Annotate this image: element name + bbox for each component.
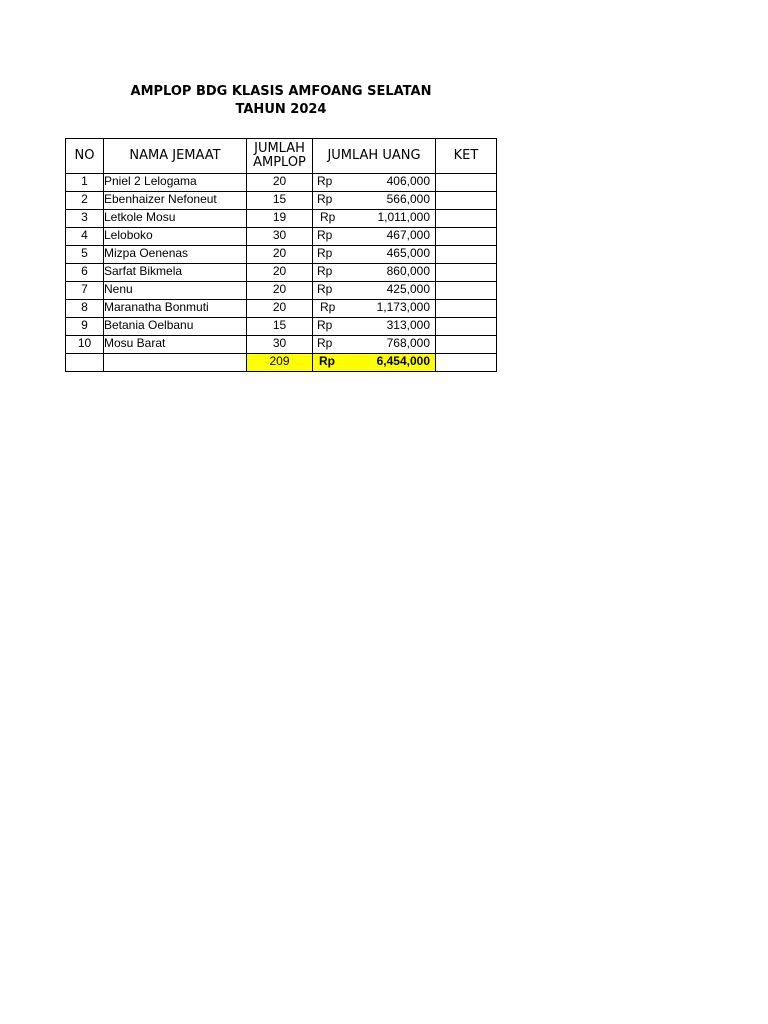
currency-label: Rp	[317, 318, 333, 332]
total-currency-label: Rp	[319, 354, 335, 368]
cell-nama-jemaat: Maranatha Bonmuti	[104, 300, 247, 318]
table-row	[66, 210, 497, 228]
cell-jumlah-amplop: 20	[247, 264, 313, 282]
cell-nama-jemaat: Ebenhaizer Nefoneut	[104, 192, 247, 210]
cell-jumlah-amplop: 20	[247, 300, 313, 318]
cell-jumlah-uang	[313, 264, 436, 282]
cell-ket	[436, 264, 497, 282]
currency-label: Rp	[320, 210, 336, 224]
cell-jumlah-uang	[313, 228, 436, 246]
currency-label: Rp	[317, 174, 333, 188]
cell-ket	[436, 282, 497, 300]
cell-jumlah-amplop: 30	[247, 228, 313, 246]
cell-jumlah-amplop: 15	[247, 192, 313, 210]
cell-ket	[436, 336, 497, 354]
cell-no	[66, 354, 104, 372]
cell-no: 7	[66, 282, 104, 300]
header-ket: KET	[436, 139, 497, 174]
jemaat-amplop-table	[65, 138, 497, 372]
header-no: NO	[66, 139, 104, 174]
cell-nama-jemaat: Betania Oelbanu	[104, 318, 247, 336]
currency-label: Rp	[317, 228, 333, 242]
amount-value: 1,011,000	[377, 210, 430, 224]
amount-value: 467,000	[386, 228, 430, 242]
table-row	[66, 192, 497, 210]
cell-ket	[436, 354, 497, 372]
cell-jumlah-uang	[313, 246, 436, 264]
cell-jumlah-uang	[313, 174, 436, 192]
cell-ket	[436, 228, 497, 246]
cell-no: 9	[66, 318, 104, 336]
cell-jumlah-uang	[313, 282, 436, 300]
cell-no: 6	[66, 264, 104, 282]
table-row	[66, 246, 497, 264]
currency-label: Rp	[317, 192, 333, 206]
amount-value: 1,173,000	[376, 300, 430, 314]
cell-ket	[436, 192, 497, 210]
cell-jumlah-amplop: 20	[247, 282, 313, 300]
amount-value: 566,000	[386, 192, 430, 206]
header-nama-jemaat: NAMA JEMAAT	[104, 139, 247, 174]
cell-nama-jemaat	[104, 354, 247, 372]
cell-jumlah-amplop: 20	[247, 174, 313, 192]
currency-label: Rp	[317, 282, 333, 296]
cell-jumlah-uang	[313, 318, 436, 336]
cell-nama-jemaat: Nenu	[104, 282, 247, 300]
amount-value: 313,000	[386, 318, 430, 332]
currency-label: Rp	[317, 264, 333, 278]
table-row	[66, 282, 497, 300]
cell-jumlah-amplop: 15	[247, 318, 313, 336]
header-jumlah-uang: JUMLAH UANG	[313, 139, 436, 174]
header-jumlah-amplop	[247, 139, 313, 174]
amount-value: 406,000	[386, 174, 430, 188]
amount-value: 425,000	[386, 282, 430, 296]
cell-nama-jemaat: Mizpa Oenenas	[104, 246, 247, 264]
cell-jumlah-uang	[313, 336, 436, 354]
amount-value: 768,000	[386, 336, 430, 350]
cell-no: 3	[66, 210, 104, 228]
total-amount-value: 6,454,000	[376, 354, 430, 368]
cell-nama-jemaat: Mosu Barat	[104, 336, 247, 354]
cell-jumlah-amplop: 30	[247, 336, 313, 354]
table-row	[66, 174, 497, 192]
cell-nama-jemaat: Pniel 2 Lelogama	[104, 174, 247, 192]
amount-value: 465,000	[386, 246, 430, 260]
cell-no: 4	[66, 228, 104, 246]
table-row	[66, 300, 497, 318]
cell-no: 5	[66, 246, 104, 264]
cell-nama-jemaat: Leloboko	[104, 228, 247, 246]
total-jumlah-amplop: 209	[247, 354, 313, 372]
cell-ket	[436, 318, 497, 336]
cell-nama-jemaat: Sarfat Bikmela	[104, 264, 247, 282]
table-row	[66, 318, 497, 336]
cell-jumlah-uang	[313, 192, 436, 210]
cell-jumlah-amplop: 19	[247, 210, 313, 228]
cell-ket	[436, 210, 497, 228]
header-jumlah-amplop-line2: AMPLOP	[253, 155, 306, 170]
total-jumlah-uang	[313, 354, 436, 372]
table-row	[66, 264, 497, 282]
table-row	[66, 228, 497, 246]
table-header-row	[66, 139, 497, 174]
document-title: AMPLOP BDG KLASIS AMFOANG SELATAN	[130, 84, 432, 99]
cell-no: 1	[66, 174, 104, 192]
cell-ket	[436, 300, 497, 318]
cell-jumlah-uang	[313, 210, 436, 228]
currency-label: Rp	[317, 246, 333, 260]
cell-jumlah-amplop: 20	[247, 246, 313, 264]
table-body	[66, 174, 497, 372]
table-total-row	[66, 354, 497, 372]
amount-value: 860,000	[386, 264, 430, 278]
cell-ket	[436, 174, 497, 192]
cell-jumlah-uang	[313, 300, 436, 318]
document-subtitle-year: TAHUN 2024	[235, 102, 327, 117]
cell-ket	[436, 246, 497, 264]
cell-no: 2	[66, 192, 104, 210]
currency-label: Rp	[320, 300, 336, 314]
table-row	[66, 336, 497, 354]
cell-no: 8	[66, 300, 104, 318]
cell-no: 10	[66, 336, 104, 354]
cell-nama-jemaat: Letkole Mosu	[104, 210, 247, 228]
header-jumlah-amplop-line1: JUMLAH	[254, 141, 305, 156]
currency-label: Rp	[317, 336, 333, 350]
